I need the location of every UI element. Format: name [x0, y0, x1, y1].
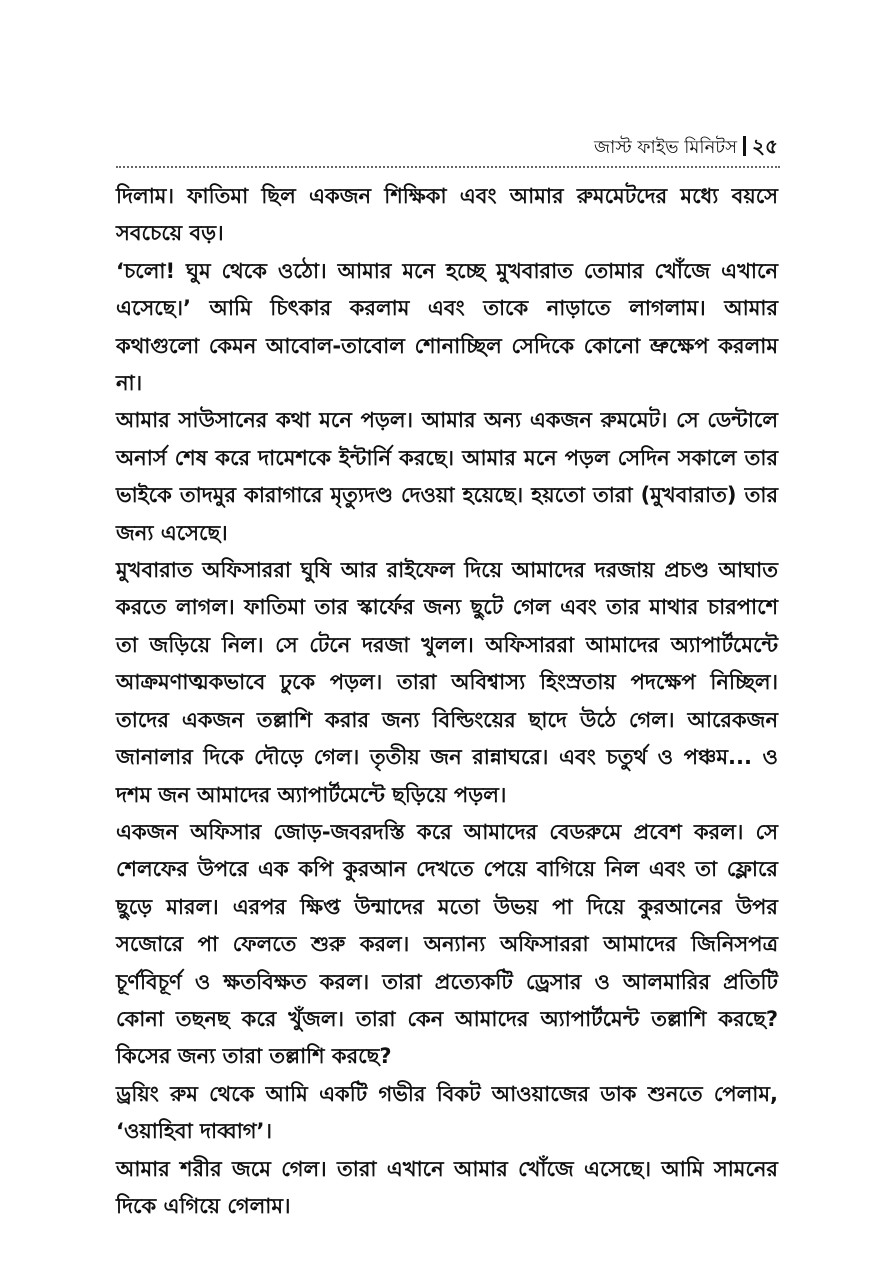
running-header — [594, 134, 778, 160]
book-title: জাস্ট ফাইভ মিনিটস — [594, 137, 738, 158]
header-separator — [743, 136, 746, 156]
paragraph: ‘চলো! ঘুম থেকে ওঠো। আমার মনে হচ্ছে মুখবারাত তোমার খোঁজে এখানে এসেছে।’ আমি চিৎকার করলাম এবং তাকে নাড়াতে লাগলাম। আমার কথাগুলো কেমন আবোল-তাবোল শোনাচ্ছিল সেদিকে কোনো ভ্রুক্ষেপ করলাম না। — [116, 258, 778, 396]
paragraph: আমার শরীর জমে গেল। তারা এখানে আমার খোঁজে এসেছে। আমি সামনের দিকে এগিয়ে গেলাম। — [116, 1156, 778, 1218]
paragraph: মুখবারাত অফিসাররা ঘুষি আর রাইফেল দিয়ে আমাদের দরজায় প্রচণ্ড আঘাত করতে লাগল। ফাতিমা তার স্কার্ফের জন্য ছুটে গেল এবং তার মাথার চারপাশে তা জড়িয়ে নিল। সে টেনে দরজা খুলল। অফিসাররা আমাদের অ্যাপার্টমেন্টে আক্রমণাত্মকভাবে ঢুকে পড়ল। তারা অবিশ্বাস্য হিংস্রতায় পদক্ষেপ নিচ্ছিল। তাদের একজন তল্লাশি করার জন্য বিল্ডিংয়ের ছাদে উঠে গেল। আরেকজন জানালার দিকে দৌড়ে গেল। তৃতীয় জন রান্নাঘরে। এবং চতুর্থ ও পঞ্চম... ও দশম জন আমাদের অ্যাপার্টমেন্টে ছড়িয়ে পড়ল। — [116, 558, 778, 807]
header-dotted-rule — [116, 166, 780, 168]
paragraph: একজন অফিসার জোড়-জবরদস্তি করে আমাদের বেডরুমে প্রবেশ করল। সে শেলফের উপরে এক কপি কুরআন দেখতে পেয়ে বাগিয়ে নিল এবং তা ফ্লোরে ছুড়ে মারল। এরপর ক্ষিপ্ত উন্মাদের মতো উভয় পা দিয়ে কুরআনের উপর সজোরে পা ফেলতে শুরু করল। অন্যান্য অফিসাররা আমাদের জিনিসপত্র চূর্ণবিচূর্ণ ও ক্ষতবিক্ষত করল। তারা প্রত্যেকটি ড্রেসার ও আলমারির প্রতিটি কোনা তছনছ করে খুঁজল। তারা কেন আমাদের অ্যাপার্টমেন্ট তল্লাশি করছে? কিসের জন্য তারা তল্লাশি করছে? — [116, 819, 778, 1069]
paragraph: আমার সাউসানের কথা মনে পড়ল। আমার অন্য একজন রুমমেট। সে ডেন্টালে অনার্স শেষ করে দামেশকে ইন্টার্নি করছে। আমার মনে পড়ল সেদিন সকালে তার ভাইকে তাদমুর কারাগারে মৃত্যুদণ্ড দেওয়া হয়েছে। হয়তো তারা (মুখবারাত) তার জন্য এসেছে। — [116, 408, 778, 545]
paragraph: ড্রয়িং রুম থেকে আমি একটি গভীর বিকট আওয়াজের ডাক শুনতে পেলাম, ‘ওয়াহিবা দাব্বাগ’। — [116, 1081, 778, 1144]
page-number: ২৫ — [752, 134, 778, 158]
paragraph: দিলাম। ফাতিমা ছিল একজন শিক্ষিকা এবং আমার রুমমেটদের মধ্যে বয়সে সবচেয়ে বড়। — [116, 184, 778, 246]
body-text — [116, 178, 778, 1225]
